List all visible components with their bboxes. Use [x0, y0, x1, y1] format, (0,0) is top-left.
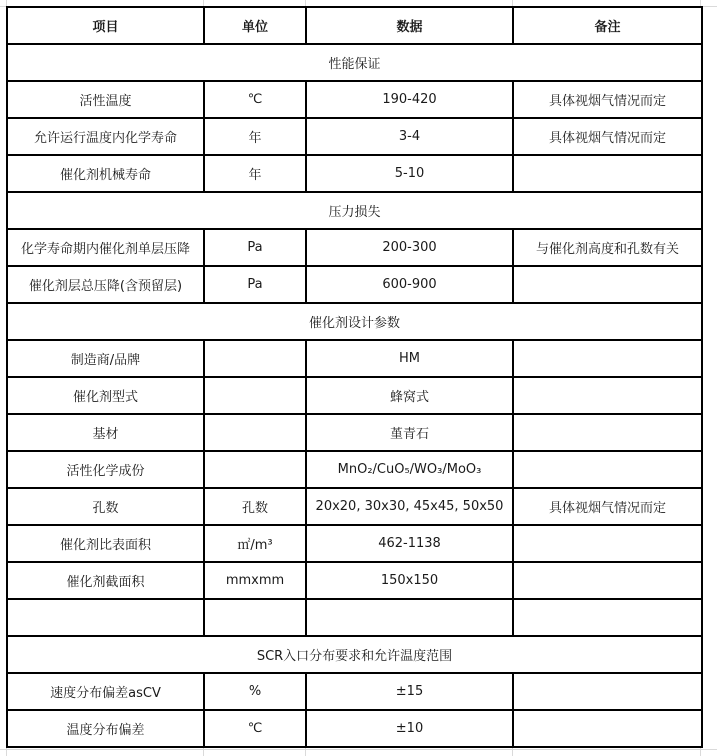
- cell-value[interactable]: 190-420: [306, 81, 513, 118]
- header-note[interactable]: 备注: [513, 7, 702, 44]
- cell-unit[interactable]: 年: [204, 118, 306, 155]
- section-title[interactable]: SCR入口分布要求和允许温度范围: [7, 636, 702, 673]
- cell-value[interactable]: 600-900: [306, 266, 513, 303]
- section-title[interactable]: 性能保证: [7, 44, 702, 81]
- cell-unit[interactable]: [204, 414, 306, 451]
- cell-note[interactable]: [513, 710, 702, 747]
- cell-unit[interactable]: %: [204, 673, 306, 710]
- cell-item[interactable]: 制造商/品牌: [7, 340, 204, 377]
- cell-note[interactable]: [513, 562, 702, 599]
- cell-note[interactable]: [513, 155, 702, 192]
- cell-note[interactable]: [513, 377, 702, 414]
- table-row: [7, 710, 702, 747]
- section-row: [7, 192, 702, 229]
- cell-item[interactable]: 活性温度: [7, 81, 204, 118]
- cell-unit[interactable]: ℃: [204, 81, 306, 118]
- table-row: [7, 340, 702, 377]
- cell-note[interactable]: [513, 414, 702, 451]
- cell-unit[interactable]: [204, 599, 306, 636]
- cell-value[interactable]: 3-4: [306, 118, 513, 155]
- header-item[interactable]: 项目: [7, 7, 204, 44]
- table-row: [7, 81, 702, 118]
- cell-item[interactable]: 催化剂截面积: [7, 562, 204, 599]
- cell-note[interactable]: [513, 451, 702, 488]
- section-title[interactable]: 压力损失: [7, 192, 702, 229]
- cell-value[interactable]: 150x150: [306, 562, 513, 599]
- cell-note[interactable]: 具体视烟气情况而定: [513, 488, 702, 525]
- cell-item[interactable]: 基材: [7, 414, 204, 451]
- cell-value[interactable]: HM: [306, 340, 513, 377]
- sheet-gridline: [0, 749, 717, 750]
- cell-item[interactable]: 催化剂比表面积: [7, 525, 204, 562]
- cell-unit[interactable]: mmxmm: [204, 562, 306, 599]
- cell-note[interactable]: 具体视烟气情况而定: [513, 118, 702, 155]
- cell-unit[interactable]: Pa: [204, 229, 306, 266]
- table-row: [7, 414, 702, 451]
- cell-unit[interactable]: Pa: [204, 266, 306, 303]
- cell-note[interactable]: [513, 673, 702, 710]
- cell-item[interactable]: 催化剂层总压降(含预留层): [7, 266, 204, 303]
- cell-item[interactable]: 允许运行温度内化学寿命: [7, 118, 204, 155]
- cell-unit[interactable]: ℃: [204, 710, 306, 747]
- table-row: [7, 525, 702, 562]
- table-row: [7, 451, 702, 488]
- table-row: [7, 155, 702, 192]
- cell-value[interactable]: 蜂窝式: [306, 377, 513, 414]
- table-row: [7, 673, 702, 710]
- cell-unit[interactable]: 年: [204, 155, 306, 192]
- cell-note[interactable]: [513, 599, 702, 636]
- table-row: [7, 266, 702, 303]
- cell-item[interactable]: [7, 599, 204, 636]
- cell-unit[interactable]: [204, 451, 306, 488]
- cell-value[interactable]: MnO₂/CuO₅/WO₃/MoO₃: [306, 451, 513, 488]
- cell-value[interactable]: [306, 599, 513, 636]
- header-row: [7, 7, 702, 44]
- section-row: [7, 636, 702, 673]
- cell-unit[interactable]: [204, 340, 306, 377]
- cell-value[interactable]: 5-10: [306, 155, 513, 192]
- catalyst-spec-table: [6, 6, 703, 748]
- section-row: [7, 44, 702, 81]
- cell-item[interactable]: 活性化学成份: [7, 451, 204, 488]
- cell-unit[interactable]: 孔数: [204, 488, 306, 525]
- cell-note[interactable]: [513, 340, 702, 377]
- cell-value[interactable]: 200-300: [306, 229, 513, 266]
- table-row: [7, 488, 702, 525]
- cell-value[interactable]: 20x20, 30x30, 45x45, 50x50: [306, 488, 513, 525]
- table-row: [7, 229, 702, 266]
- section-row: [7, 303, 702, 340]
- cell-note[interactable]: 具体视烟气情况而定: [513, 81, 702, 118]
- table-row: [7, 562, 702, 599]
- cell-item[interactable]: 孔数: [7, 488, 204, 525]
- cell-item[interactable]: 温度分布偏差: [7, 710, 204, 747]
- cell-unit[interactable]: ㎡/m³: [204, 525, 306, 562]
- cell-unit[interactable]: [204, 377, 306, 414]
- cell-value[interactable]: ±15: [306, 673, 513, 710]
- cell-item[interactable]: 速度分布偏差asCV: [7, 673, 204, 710]
- table-row: [7, 118, 702, 155]
- cell-value[interactable]: 堇青石: [306, 414, 513, 451]
- table-row: [7, 599, 702, 636]
- header-unit[interactable]: 单位: [204, 7, 306, 44]
- cell-note[interactable]: [513, 525, 702, 562]
- cell-value[interactable]: ±10: [306, 710, 513, 747]
- table-row: [7, 377, 702, 414]
- cell-item[interactable]: 催化剂型式: [7, 377, 204, 414]
- section-title[interactable]: 催化剂设计参数: [7, 303, 702, 340]
- cell-item[interactable]: 催化剂机械寿命: [7, 155, 204, 192]
- cell-note[interactable]: [513, 266, 702, 303]
- cell-note[interactable]: 与催化剂高度和孔数有关: [513, 229, 702, 266]
- cell-value[interactable]: 462-1138: [306, 525, 513, 562]
- header-value[interactable]: 数据: [306, 7, 513, 44]
- cell-item[interactable]: 化学寿命期内催化剂单层压降: [7, 229, 204, 266]
